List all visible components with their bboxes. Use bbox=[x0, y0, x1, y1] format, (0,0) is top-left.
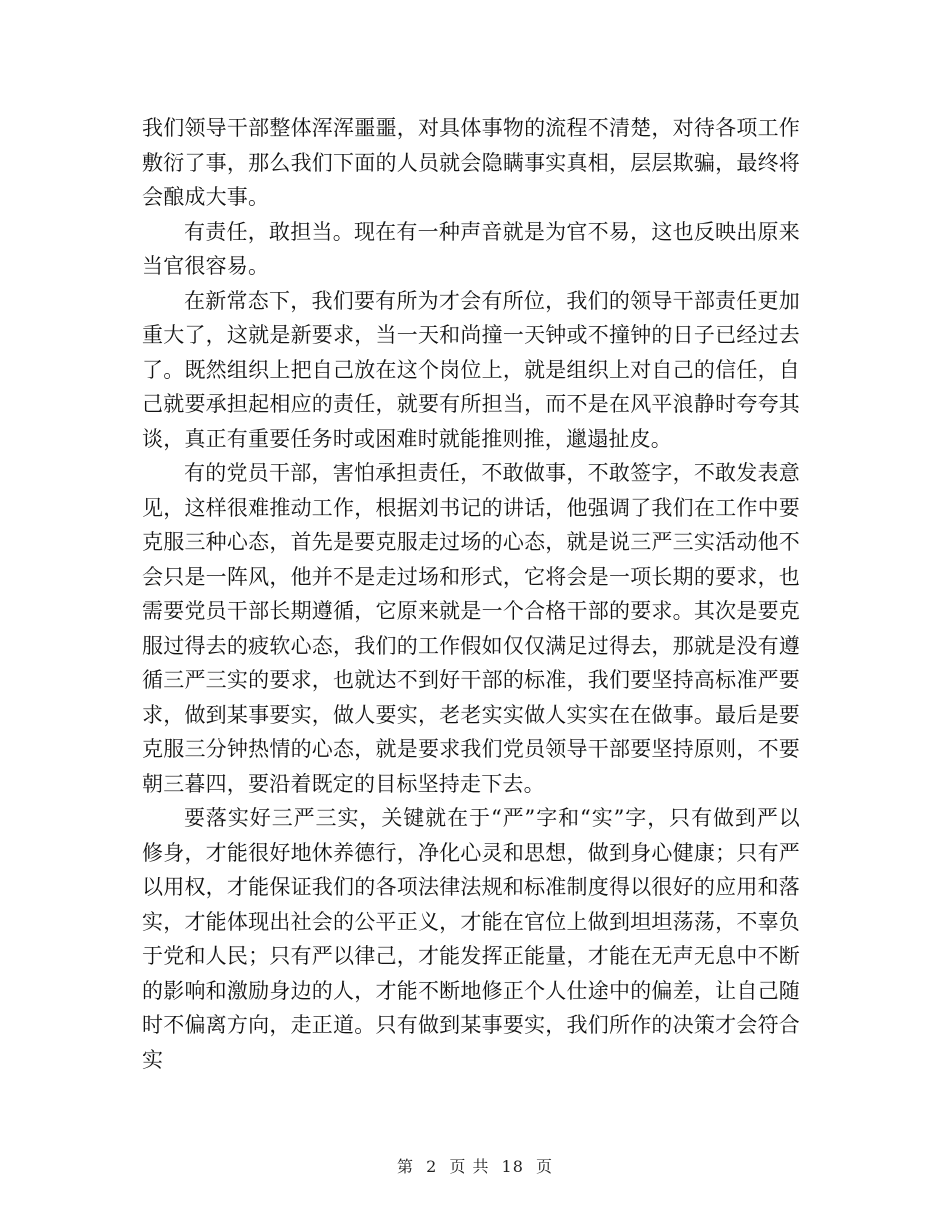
footer-suffix: 页 bbox=[536, 1157, 554, 1176]
paragraph-5: 要落实好三严三实，关键就在于“严”字和“实”字，只有做到严以修身，才能很好地休养德行，净化心灵和思想，做到身心健康；只有严以用权，才能保证我们的各项法律法规和标准制度得以很好的应用和落实，才能体现出社会的公平正义，才能在官位上做到坦坦荡荡，不辜负于党和人民；只有严以律己，才能发挥正能量，才能在无声无息中不断的影响和激励身边的人，才能不断地修正个人仕途中的偏差，让自己随时不偏离方向，走正道。只有做到某事要实，我们所作的决策才会符合实 bbox=[142, 806, 800, 1072]
document-body bbox=[142, 111, 800, 1077]
paragraph-2: 有责任，敢担当。现在有一种声音就是为官不易，这也反映出原来当官很容易。 bbox=[142, 219, 800, 278]
footer-total-pages: 18 bbox=[501, 1157, 524, 1176]
footer-page-number: 2 bbox=[426, 1157, 438, 1176]
footer-middle: 页 共 bbox=[449, 1157, 490, 1176]
paragraph-4: 有的党员干部，害怕承担责任，不敢做事，不敢签字，不敢发表意见，这样很难推动工作，根据刘书记的讲话，他强调了我们在工作中要克服三种心态，首先是要克服走过场的心态，就是说三严三实活动他不会只是一阵风，他并不是走过场和形式，它将会是一项长期的要求，也需要党员干部长期遵循，它原来就是一个合格干部的要求。其次是要克服过得去的疲软心态，我们的工作假如仅仅满足过得去，那就是没有遵循三严三实的要求，也就达不到好干部的标准，我们要坚持高标准严要求，做到某事要实，做人要实，老老实实做人实实在在做事。最后是要克服三分钟热情的心态，就是要求我们党员领导干部要坚持原则，不要朝三暮四，要沿着既定的目标坚持走下去。 bbox=[142, 461, 800, 796]
paragraph-3: 在新常态下，我们要有所为才会有所位，我们的领导干部责任更加重大了，这就是新要求，当一天和尚撞一天钟或不撞钟的日子已经过去了。既然组织上把自己放在这个岗位上，就是组织上对自己的信任，自己就要承担起相应的责任，就要有所担当，而不是在风平浪静时夸夸其谈，真正有重要任务时或困难时就能推则推，邋遢扯皮。 bbox=[142, 288, 800, 451]
footer-prefix: 第 bbox=[396, 1157, 414, 1176]
paragraph-1: 我们领导干部整体浑浑噩噩，对具体事物的流程不清楚，对待各项工作敷衍了事，那么我们下面的人员就会隐瞒事实真相，层层欺骗，最终将会酿成大事。 bbox=[142, 116, 800, 209]
page-footer bbox=[0, 1154, 950, 1177]
